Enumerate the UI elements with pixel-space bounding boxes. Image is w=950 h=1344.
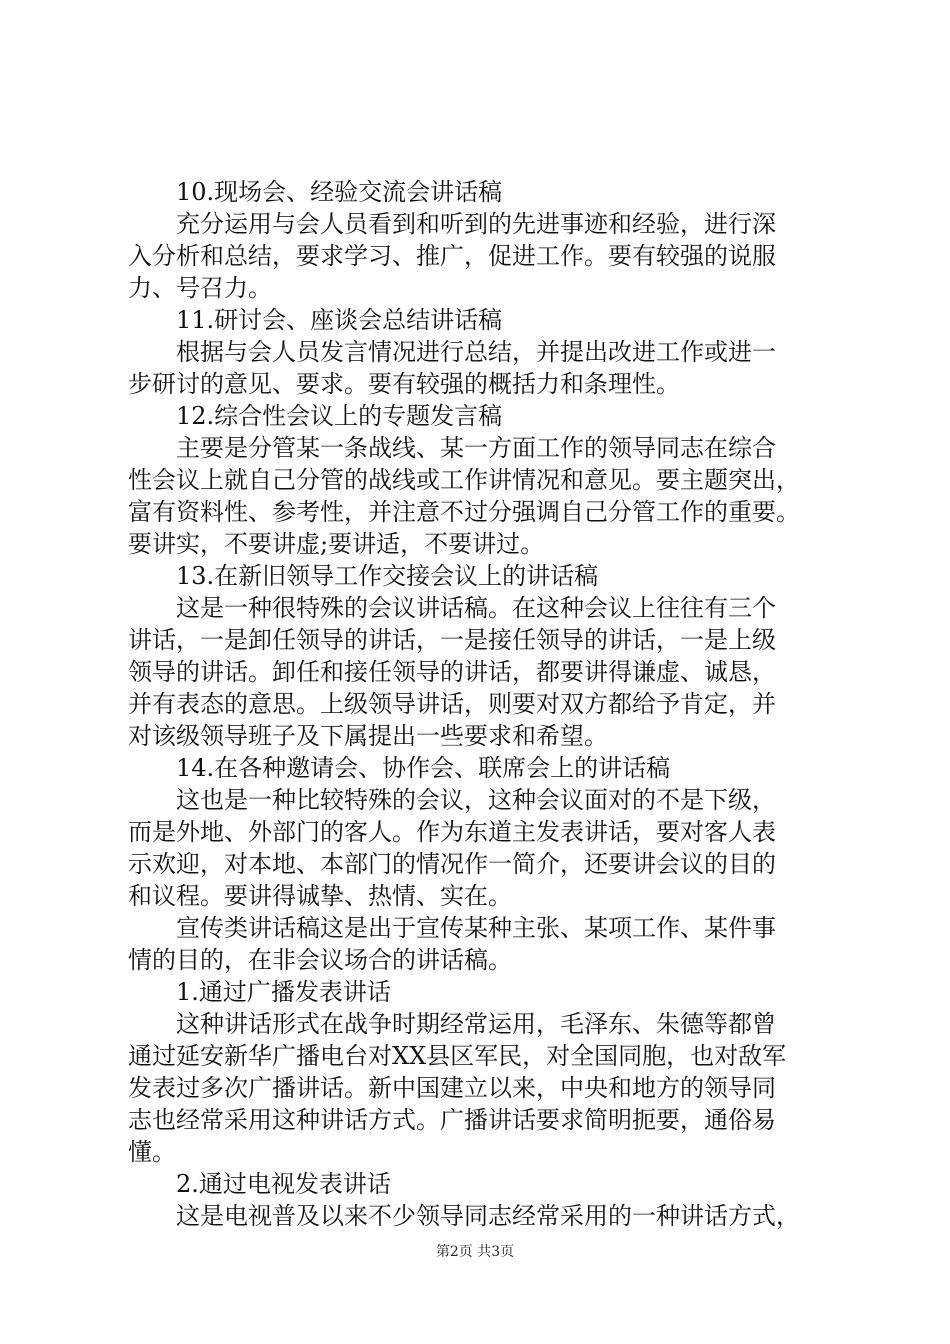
page-footer: 第2页 共3页 [435, 1244, 515, 1260]
paragraph-line: 充分运用与会人员看到和听到的先进事迹和经验，进行深 [176, 210, 776, 238]
section-heading: 12.综合性会议上的专题发言稿 [176, 402, 503, 430]
paragraph-line: 而是外地、外部门的客人。作为东道主发表讲话，要对客人表 [128, 818, 776, 846]
paragraph-line: 示欢迎，对本地、本部门的情况作一简介，还要讲会议的目的 [128, 850, 776, 878]
paragraph-line: 情的目的，在非会议场合的讲话稿。 [128, 946, 512, 974]
paragraph-line: 宣传类讲话稿这是出于宣传某种主张、某项工作、某件事 [176, 914, 776, 942]
section-heading: 1.通过广播发表讲话 [176, 978, 391, 1006]
paragraph-line: 性会议上就自己分管的战线或工作讲情况和意见。要主题突出， [128, 466, 800, 494]
section-heading: 14.在各种邀请会、协作会、联席会上的讲话稿 [176, 754, 671, 782]
paragraph-line: 富有资料性、参考性，并注意不过分强调自己分管工作的重要。 [128, 498, 800, 526]
paragraph-line: 懂。 [128, 1138, 176, 1166]
paragraph-line: 主要是分管某一条战线、某一方面工作的领导同志在综合 [176, 434, 776, 462]
paragraph-line: 这是电视普及以来不少领导同志经常采用的一种讲话方式， [176, 1202, 800, 1230]
paragraph-line: 和议程。要讲得诚挚、热情、实在。 [128, 882, 512, 910]
paragraph-line: 志也经常采用这种讲话方式。广播讲话要求简明扼要，通俗易 [128, 1106, 776, 1134]
paragraph-line: 要讲实，不要讲虚;要讲适，不要讲过。 [128, 530, 545, 558]
paragraph-line: 根据与会人员发言情况进行总结，并提出改进工作或进一 [176, 338, 776, 366]
paragraph-line: 对该级领导班子及下属提出一些要求和希望。 [128, 722, 608, 750]
section-heading: 13.在新旧领导工作交接会议上的讲话稿 [176, 562, 599, 590]
paragraph-line: 入分析和总结，要求学习、推广，促进工作。要有较强的说服 [128, 242, 776, 270]
paragraph-line: 这也是一种比较特殊的会议，这种会议面对的不是下级， [176, 786, 776, 814]
paragraph-line: 力、号召力。 [128, 274, 272, 302]
paragraph-line: 讲话，一是卸任领导的讲话，一是接任领导的讲话，一是上级 [128, 626, 776, 654]
paragraph-line: 领导的讲话。卸任和接任领导的讲话，都要讲得谦虚、诚恳， [128, 658, 776, 686]
section-heading: 10.现场会、经验交流会讲话稿 [176, 178, 503, 206]
section-heading: 11.研讨会、座谈会总结讲话稿 [176, 306, 503, 334]
paragraph-line: 这种讲话形式在战争时期经常运用，毛泽东、朱德等都曾 [176, 1010, 776, 1038]
paragraph-line: 发表过多次广播讲话。新中国建立以来，中央和地方的领导同 [128, 1074, 776, 1102]
paragraph-line: 步研讨的意见、要求。要有较强的概括力和条理性。 [128, 370, 680, 398]
paragraph-line: 并有表态的意思。上级领导讲话，则要对双方都给予肯定，并 [128, 690, 776, 718]
paragraph-line: 通过延安新华广播电台对XX县区军民，对全国同胞，也对敌军 [128, 1042, 787, 1070]
paragraph-line: 这是一种很特殊的会议讲话稿。在这种会议上往往有三个 [176, 594, 776, 622]
section-heading: 2.通过电视发表讲话 [176, 1170, 391, 1198]
document-body [128, 176, 840, 1232]
